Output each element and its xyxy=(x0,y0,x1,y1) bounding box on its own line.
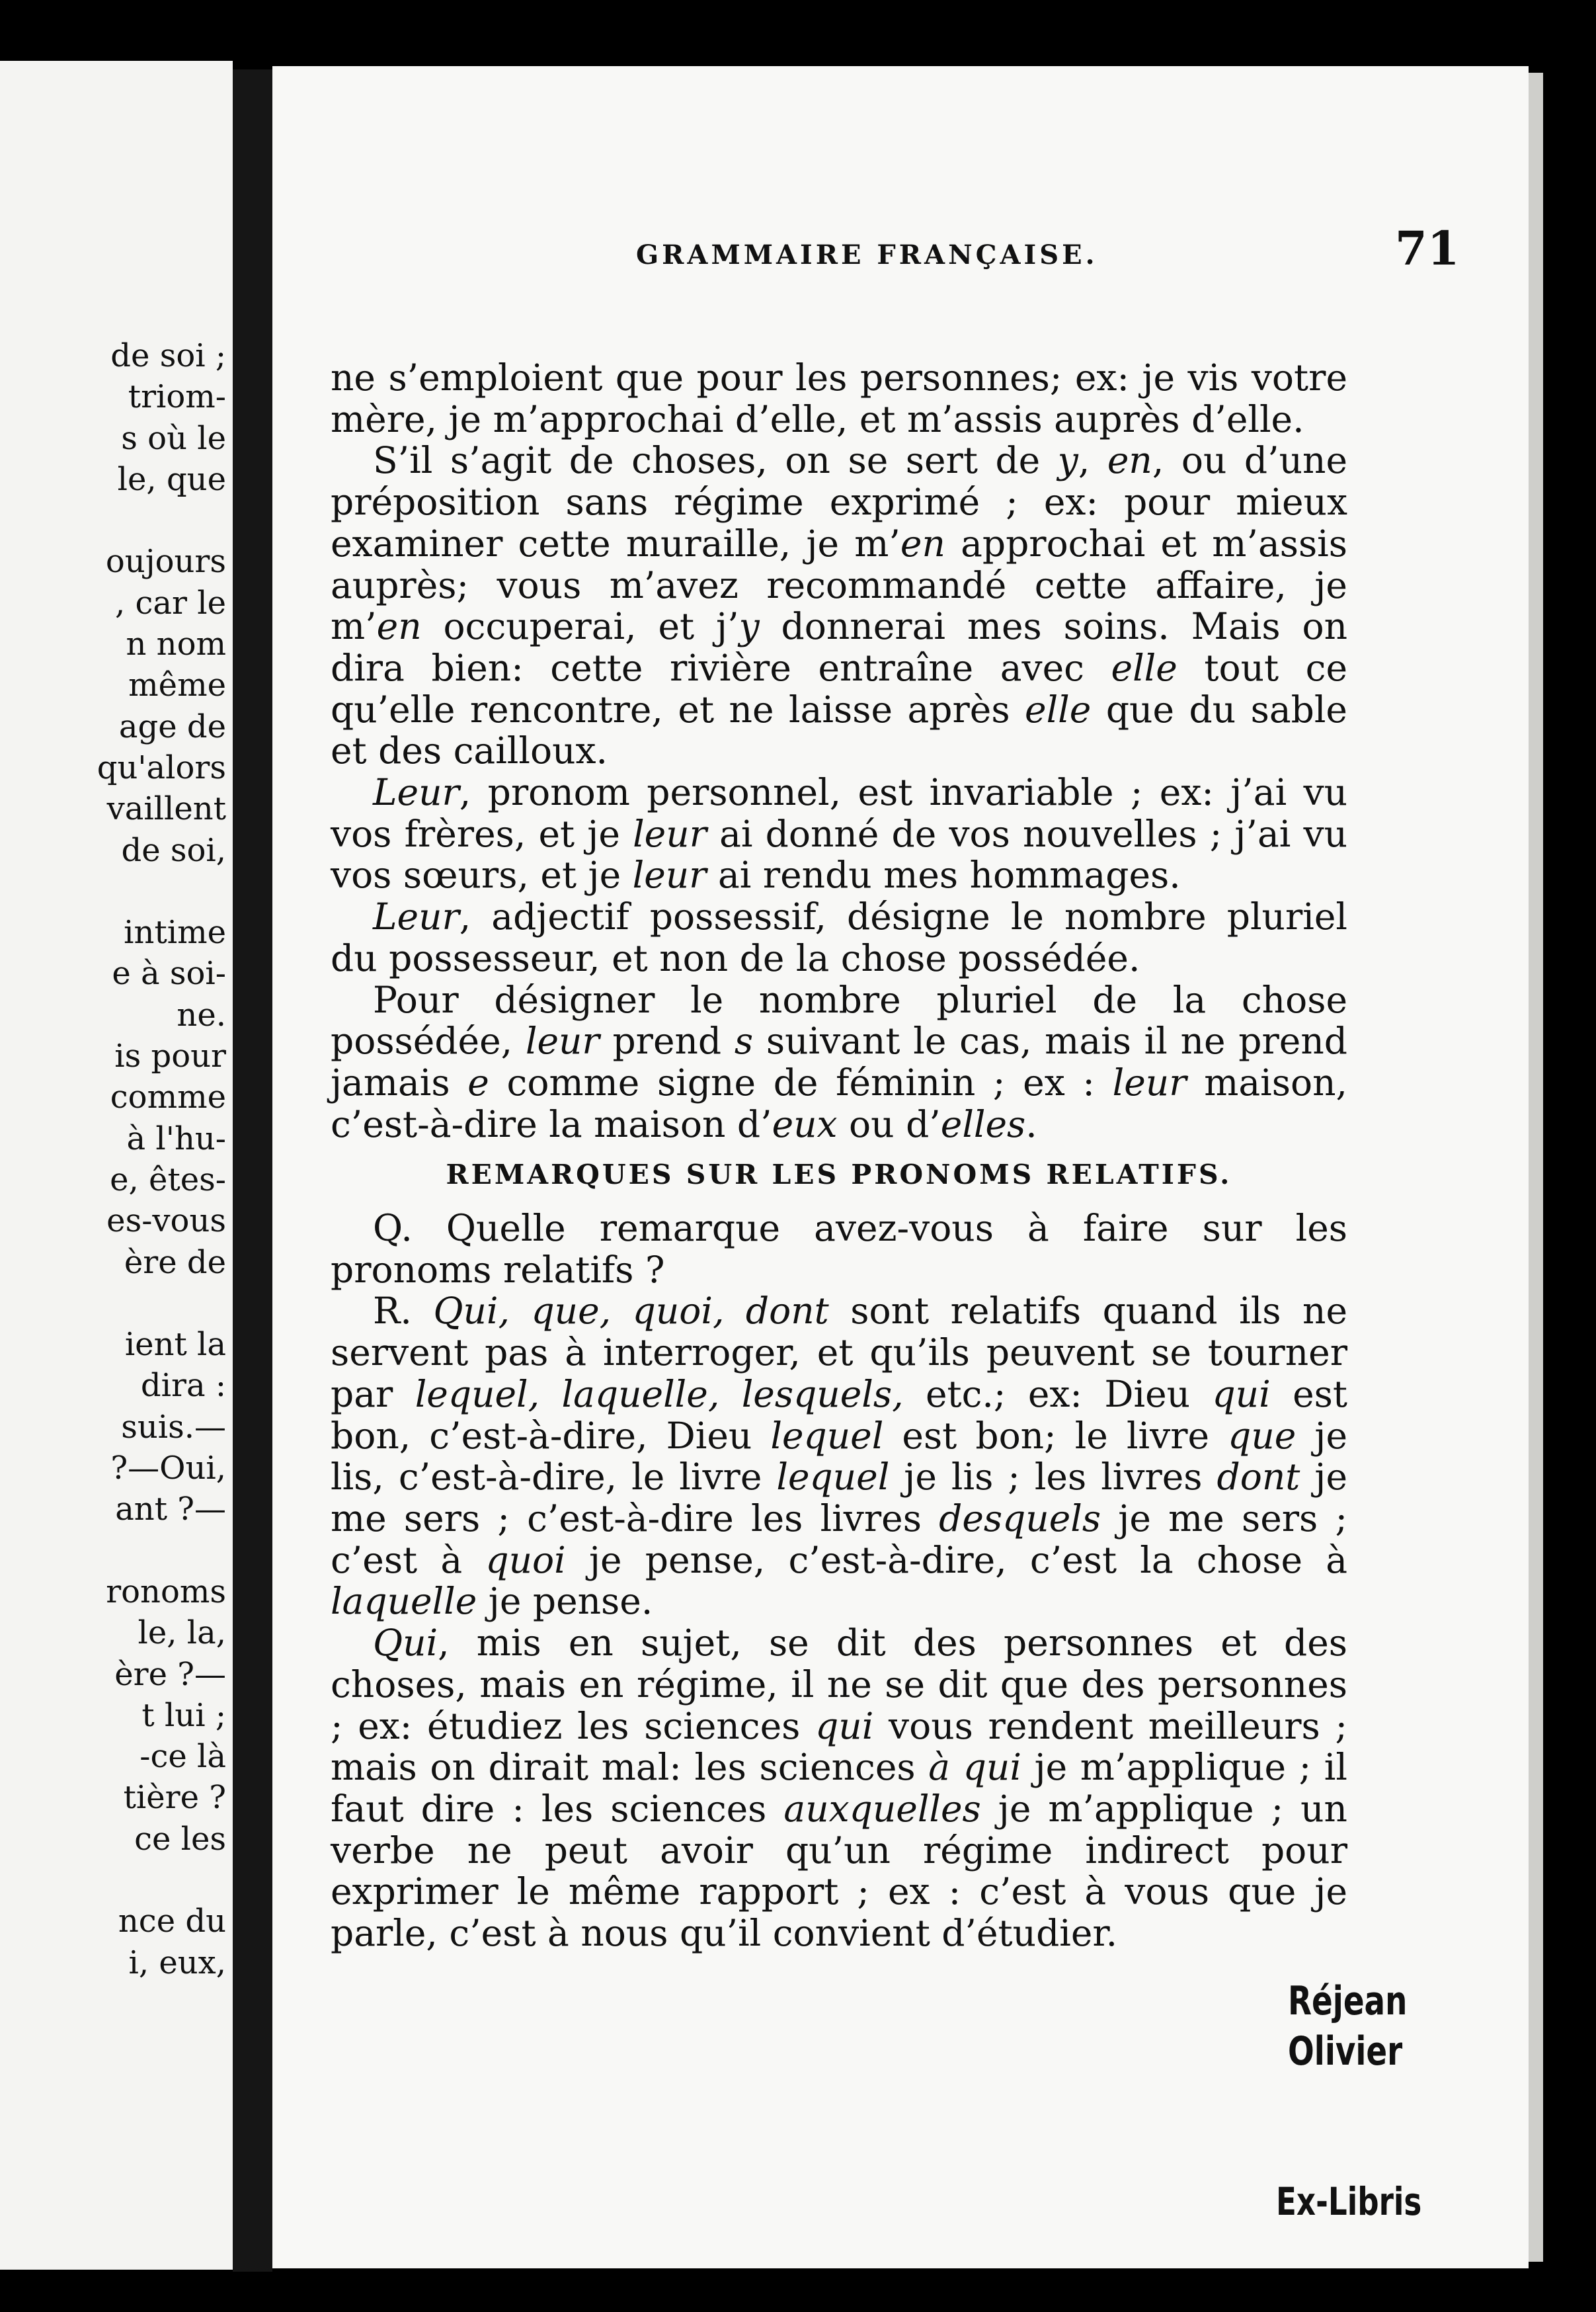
text: je m’applique ; un verbe ne peut avoir qu’un régime indirect pour exprimer le même rapport ; ex : c’est à vous que je parle, c’est à nous qu’il convient d’étudier. xyxy=(331,1787,1347,1955)
left-page-line: n nom xyxy=(126,626,226,663)
italic-term: elles xyxy=(940,1102,1026,1145)
text: , ou d’une préposition sans régime exprimé ; ex: pour mieux examiner cette muraille, je m’ xyxy=(331,439,1347,565)
italic-term: lequel xyxy=(770,1414,884,1457)
owner-last-name: Olivier xyxy=(1288,2028,1403,2075)
question xyxy=(331,1208,1347,1290)
left-page-line: e à soi- xyxy=(112,955,226,993)
text: vous rendent meilleurs ; mais on dirait mal: les sciences xyxy=(331,1704,1347,1789)
left-page-line: qu'alors xyxy=(97,749,226,786)
text: approchai et m’assis auprès; vous m’avez recommandé cette affaire, je m’ xyxy=(331,522,1347,648)
text: tout ce qu’elle rencontre, et ne laisse après xyxy=(331,646,1348,731)
left-page-line: triom- xyxy=(128,378,226,416)
italic-term: leur xyxy=(632,854,707,897)
left-page-line: même xyxy=(128,667,226,704)
italic-term: eux xyxy=(772,1102,838,1145)
italic-term: lequel xyxy=(776,1456,890,1499)
page-number: 71 xyxy=(1395,221,1460,276)
text: je m’applique ; il faut dire : les sciences xyxy=(331,1746,1347,1830)
left-page-line: ient la xyxy=(124,1326,226,1364)
text: sont relatifs quand ils ne servent pas à interroger, et qu’ils peuvent se tourner par xyxy=(331,1290,1347,1415)
left-page-line: is pour xyxy=(114,1038,226,1075)
running-header xyxy=(364,218,1460,284)
left-page-line xyxy=(97,1530,226,1571)
left-page-line: ère ?— xyxy=(114,1655,226,1693)
italic-term: elle xyxy=(1111,646,1177,689)
left-page-line: tière ? xyxy=(123,1779,226,1817)
text: est bon; le livre xyxy=(883,1414,1228,1457)
ex-libris-stamp: Ex-Libris xyxy=(1276,2179,1422,2224)
italic-term: y xyxy=(738,605,760,648)
text: Pour désigner le nombre pluriel de la chose possédée, xyxy=(331,978,1347,1063)
left-page-line: de soi, xyxy=(121,831,226,869)
italic-term: s xyxy=(734,1020,754,1063)
running-title: GRAMMAIRE FRANÇAISE. xyxy=(636,239,1098,270)
text: etc.; ex: Dieu xyxy=(903,1372,1213,1415)
italic-term: à qui xyxy=(928,1746,1021,1789)
italic-term: auxquelles xyxy=(783,1787,981,1830)
text: R. xyxy=(373,1290,434,1333)
page-body xyxy=(331,357,1347,1954)
text: , pronom personnel, est invariable ; ex: j’ai vu vos frères, et je xyxy=(331,771,1347,855)
left-page-line: s où le xyxy=(121,419,226,457)
italic-term: leur xyxy=(633,812,707,855)
answer xyxy=(331,1290,1347,1622)
left-page-line: à l'hu- xyxy=(126,1120,226,1157)
text: ne s’emploient que pour les personnes; ex: je vis votre mère, je m’approchai d’elle, et m’assis auprès d’elle. xyxy=(331,356,1347,440)
italic-term: laquelle xyxy=(331,1580,477,1623)
left-page-line: oujours xyxy=(105,543,226,581)
italic-term: quoi xyxy=(485,1538,566,1581)
italic-term: Qui, que, quoi, dont xyxy=(433,1290,829,1333)
book-spine-gutter xyxy=(233,69,272,2272)
italic-term: Leur xyxy=(373,895,459,938)
paragraph-7 xyxy=(331,1622,1347,1954)
left-page-line xyxy=(97,871,226,912)
left-page-line: de soi ; xyxy=(110,337,226,374)
text: que du sable et des cailloux. xyxy=(331,688,1347,772)
left-page-line: ant ?— xyxy=(115,1491,226,1528)
text: , adjectif possessif, désigne le nombre pluriel du possesseur, et non de la chose possédée. xyxy=(331,895,1347,979)
section-heading: REMARQUES SUR LES PRONOMS RELATIFS. xyxy=(446,1159,1232,1191)
left-page-line: comme xyxy=(110,1079,226,1116)
left-page-line: ?—Oui, xyxy=(110,1450,226,1487)
text: ai donné de vos nouvelles ; j’ai vu vos sœurs, et je xyxy=(331,812,1347,897)
text: suivant le cas, mais il ne prend jamais xyxy=(331,1020,1347,1104)
paragraph-3 xyxy=(331,772,1347,896)
italic-term: qui xyxy=(815,1704,874,1747)
text: je lis ; les livres xyxy=(889,1456,1217,1499)
left-page-line: ce les xyxy=(134,1820,226,1858)
paragraph-4 xyxy=(331,896,1347,979)
left-page-line: le, la, xyxy=(138,1614,226,1652)
text: ai rendu mes hommages. xyxy=(706,854,1181,897)
text: . xyxy=(1025,1102,1037,1145)
owner-first-name: Réjean xyxy=(1288,1978,1408,2024)
text: je me sers ; c’est à xyxy=(331,1497,1347,1581)
left-page-line: nce du xyxy=(118,1903,226,1940)
text: donnerai mes soins. Mais on dira bien: cette rivière entraîne avec xyxy=(331,605,1347,689)
left-page-line: vaillent xyxy=(106,790,226,828)
italic-term: desquels xyxy=(939,1497,1101,1540)
left-page-line: intime xyxy=(124,914,226,952)
text: je pense, c’est-à-dire, c’est la chose à xyxy=(565,1538,1348,1581)
left-page-line: ère de xyxy=(124,1243,226,1281)
left-page-line xyxy=(97,1283,226,1324)
left-page-line: dira : xyxy=(140,1367,226,1405)
left-page-line: i, eux, xyxy=(128,1944,226,1981)
italic-term: Leur xyxy=(373,771,459,814)
paragraph-5 xyxy=(331,979,1347,1145)
italic-term: que xyxy=(1228,1414,1297,1457)
italic-term: dont xyxy=(1217,1456,1300,1499)
text: Q. Quelle remarque avez-vous à faire sur les pronoms relatifs ? xyxy=(331,1207,1347,1291)
left-page-line: age de xyxy=(118,708,226,745)
left-page-line: t lui ; xyxy=(141,1696,226,1734)
italic-term: en xyxy=(900,522,945,565)
left-page-line: le, que xyxy=(117,460,226,498)
left-page-line: ne. xyxy=(177,996,226,1034)
italic-term: en xyxy=(1107,439,1152,482)
text: maison, c’est-à-dire la maison d’ xyxy=(331,1061,1347,1145)
italic-term: elle xyxy=(1025,688,1092,731)
text: ou d’ xyxy=(837,1102,941,1145)
italic-term: Qui xyxy=(373,1622,438,1665)
italic-term: e xyxy=(467,1061,489,1104)
text: prend xyxy=(599,1020,735,1063)
text: je lis, c’est-à-dire, le livre xyxy=(331,1414,1347,1499)
text: comme signe de féminin ; ex : xyxy=(489,1061,1113,1104)
italic-term: en xyxy=(376,605,422,648)
page-edge xyxy=(1529,73,1543,2262)
left-page-text xyxy=(97,335,226,1983)
paragraph-1 xyxy=(331,357,1347,440)
italic-term: qui xyxy=(1212,1372,1271,1415)
text: , xyxy=(1078,439,1107,482)
left-page-line: suis.— xyxy=(121,1408,226,1446)
italic-term: lequel, laquelle, lesquels, xyxy=(415,1372,904,1415)
left-page-line: es-vous xyxy=(106,1202,226,1240)
text: je pense. xyxy=(477,1580,653,1623)
italic-term: y xyxy=(1057,439,1078,482)
text: je me sers ; c’est-à-dire les livres xyxy=(331,1456,1347,1540)
paragraph-2 xyxy=(331,440,1347,772)
left-page-line: -ce là xyxy=(140,1738,226,1776)
text: occuperai, et j’ xyxy=(421,605,739,648)
left-page-line: e, êtes- xyxy=(110,1161,226,1198)
text: , mis en sujet, se dit des personnes et des choses, mais en régime, il ne se dit que des personnes ; ex: étudiez les sciences xyxy=(331,1622,1347,1747)
left-page-line xyxy=(97,1860,226,1901)
owner-stamp xyxy=(1288,1976,1407,2077)
italic-term: leur xyxy=(525,1020,600,1063)
text: est bon, c’est-à-dire, Dieu xyxy=(331,1372,1347,1457)
italic-term: leur xyxy=(1112,1061,1187,1104)
left-page-line: ronoms xyxy=(106,1573,226,1610)
left-page-fragment xyxy=(0,61,233,2270)
left-page-line xyxy=(97,500,226,541)
left-page-line: , car le xyxy=(115,584,226,622)
text: S’il s’agit de choses, on se sert de xyxy=(373,439,1058,482)
